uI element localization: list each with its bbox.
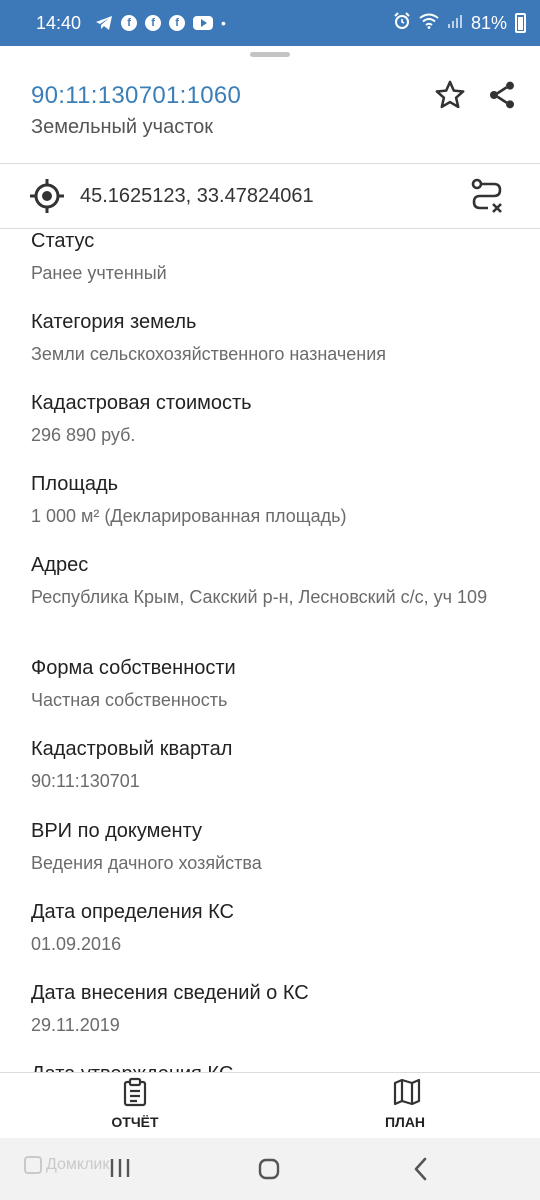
field-value: 90:11:130701	[31, 771, 140, 791]
field-label: Статус	[31, 230, 95, 252]
parcel-details-list[interactable]	[0, 229, 540, 1072]
back-button[interactable]	[410, 1156, 432, 1182]
facebook-icon: f	[121, 15, 137, 31]
field-value: Ранее учтенный	[31, 263, 167, 283]
watermark-text: Домклик	[46, 1156, 110, 1173]
route-button[interactable]	[468, 177, 506, 215]
share-icon	[486, 78, 518, 112]
recent-apps-icon	[108, 1157, 132, 1179]
object-type: Земельный участок	[31, 116, 214, 138]
status-right	[393, 12, 526, 35]
tab-report[interactable]	[75, 1073, 195, 1139]
parcel-header	[0, 62, 540, 164]
field-label: Дата внесения сведений о КС	[31, 982, 309, 1004]
field-permitted-use	[31, 819, 521, 875]
domclick-logo-icon	[24, 1156, 42, 1174]
field-entry-date	[31, 981, 521, 1037]
alarm-icon	[393, 12, 411, 35]
field-land-category	[31, 310, 521, 366]
home-button[interactable]	[257, 1157, 281, 1181]
field-ownership	[31, 656, 521, 712]
recent-apps-button[interactable]	[108, 1157, 132, 1179]
field-value: 296 890 руб.	[31, 425, 136, 445]
sheet-drag-handle[interactable]	[250, 52, 290, 57]
battery-percent: 81%	[470, 12, 507, 33]
field-cadastral-block	[31, 737, 521, 793]
field-label: Площадь	[31, 473, 119, 495]
field-label: Кадастровая стоимость	[31, 392, 252, 414]
locate-button[interactable]	[28, 177, 66, 215]
telegram-icon	[95, 14, 113, 32]
field-label: Категория земель	[31, 311, 197, 333]
field-value: Республика Крым, Сакский р-н, Лесновский с/с, уч 109	[31, 587, 488, 607]
status-time: 14:40	[36, 12, 82, 33]
field-address	[31, 553, 521, 609]
battery-icon	[515, 13, 526, 33]
field-area	[31, 472, 521, 528]
tab-report-label: ОТЧЁТ	[111, 1114, 159, 1130]
facebook-icon: f	[169, 15, 185, 31]
report-icon	[122, 1077, 148, 1107]
share-button[interactable]	[486, 78, 518, 112]
field-cadastral-value	[31, 391, 521, 447]
field-valuation-date	[31, 900, 521, 956]
tab-plan-label: ПЛАН	[384, 1114, 426, 1130]
cadastral-number[interactable]: 90:11:130701:1060	[31, 82, 242, 109]
field-value: Земли сельскохозяйственного назначения	[31, 344, 387, 364]
field-value: Ведения дачного хозяйства	[31, 853, 262, 873]
favorite-button[interactable]	[433, 78, 467, 112]
facebook-icon: f	[145, 15, 161, 31]
field-label: Форма собственности	[31, 657, 236, 679]
field-value: 29.11.2019	[31, 1015, 120, 1035]
field-label: Дата определения КС	[31, 901, 234, 923]
coordinates-text[interactable]: 45.1625123, 33.47824061	[80, 185, 314, 207]
signal-icon	[447, 13, 463, 34]
field-label: ВРИ по документу	[31, 820, 202, 842]
tab-plan[interactable]	[345, 1073, 465, 1139]
youtube-icon	[193, 16, 213, 30]
status-bar	[0, 0, 540, 46]
field-label: Адрес	[31, 554, 89, 576]
star-icon	[433, 78, 467, 112]
map-icon	[392, 1077, 422, 1107]
route-icon	[468, 177, 506, 215]
field-value: Частная собственность	[31, 690, 228, 710]
home-icon	[257, 1157, 281, 1181]
field-label: Кадастровый квартал	[31, 738, 233, 760]
coordinates-row	[0, 164, 540, 228]
field-status	[31, 229, 521, 285]
system-nav-bar	[0, 1138, 540, 1200]
field-value: 01.09.2016	[31, 934, 122, 954]
wifi-icon	[419, 13, 439, 34]
crosshair-icon	[28, 177, 66, 215]
back-icon	[410, 1156, 432, 1182]
field-value: 1 000 м² (Декларированная площадь)	[31, 506, 347, 526]
status-left	[36, 13, 226, 34]
watermark	[24, 1156, 109, 1174]
bottom-action-bar	[0, 1072, 540, 1138]
dot-icon: •	[221, 15, 226, 31]
